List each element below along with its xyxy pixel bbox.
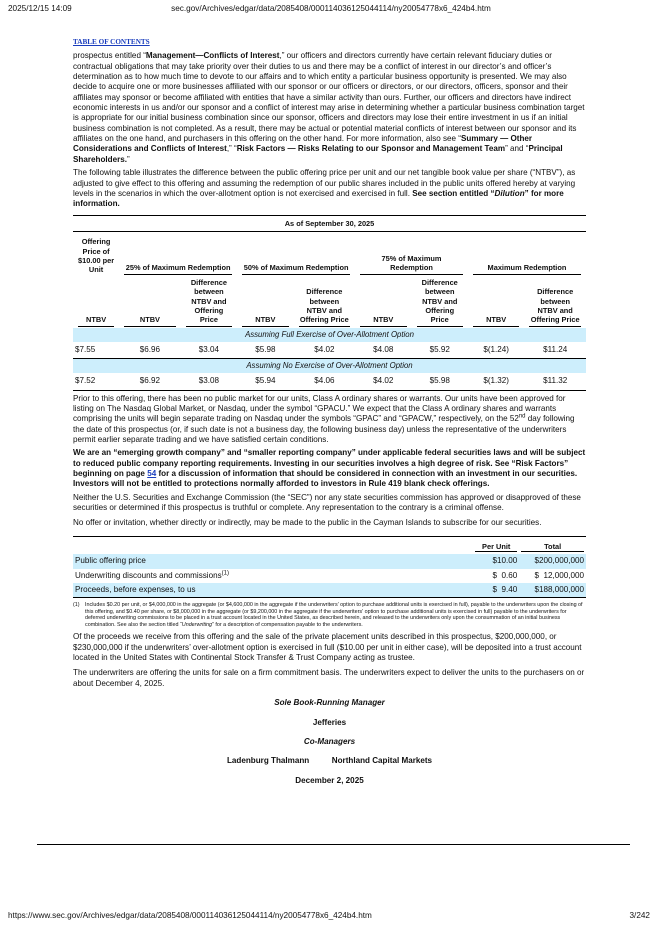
footnote-number: (1) [73, 602, 80, 609]
print-url: sec.gov/Archives/edgar/data/2085408/000114036125044114/ny20054778x6_424b4.htm [171, 4, 491, 13]
column-header: Difference between NTBV and Offering Price [186, 278, 232, 327]
cayman-paragraph: No offer or invitation, whether directly or indirectly, may be made to the public in the Cayman Islands to subscribe for our securities. [73, 517, 542, 527]
table-cell: $5.92 [412, 342, 468, 359]
total-value: $ 12,000,000 [534, 570, 584, 580]
ntbv-intro-paragraph: The following table illustrates the difference between the public offering price per unit and our net tangible book value per share (“NTBV”), as adjusted to give effect to this offering and assuming the redemption of our public shares included in the public units offered hereby at varying levels in the scenarios in which the over-allotment option is not exercised and exercised in full. See section entitled “Dilution” for more information. [73, 168, 576, 209]
row-label: Proceeds, before expenses, to us [73, 583, 473, 598]
risk-factors-page-link[interactable]: 54 [147, 469, 157, 479]
table-cell: $5.94 [237, 373, 293, 390]
co-managers-names [73, 756, 586, 766]
table-cell: $6.96 [119, 342, 181, 359]
bottom-divider [37, 844, 630, 845]
per-unit-value: $ 0.60 [492, 570, 518, 580]
table-of-contents-link[interactable]: TABLE OF CONTENTS [73, 38, 150, 46]
table-cell: $4.08 [355, 342, 411, 359]
per-unit-value: $10.00 [473, 554, 519, 568]
group-header: 75% of Maximum Redemption [360, 254, 463, 275]
as-of-date: As of September 30, 2025 [73, 215, 586, 231]
sole-manager-name: Jefferies [312, 717, 347, 727]
table-cell: $7.55 [73, 342, 119, 359]
column-header: Difference between NTBV and Offering Price [417, 278, 463, 327]
co-manager-name: Ladenburg Thalmann [226, 756, 310, 766]
print-datetime: 2025/12/15 14:09 [8, 4, 72, 13]
table-cell: $5.98 [237, 342, 293, 359]
market-paragraph: Prior to this offering, there has been no public market for our units, Class A ordinary shares or warrants. Our units have been approved for listing on The Nasdaq Global Market, or Nasdaq, under the symbol “GPACU.” We expect that the Class A ordinary shares and warrants comprising the units will begin separate trading on Nasdaq under the symbols “GPAC” and “GPACW,” respectively, on the 52nd day following the date of this prospectus (or, if such date is not a business day, the following business day) unless the representative of the underwriters permit earlier separate trading and we have satisfied certain conditions. [73, 393, 575, 445]
proceeds-paragraph: Of the proceeds we receive from this offering and the sale of the private placement units described in this prospectus, $200,000,000, or $230,000,000 if the underwriters’ over-allotment option is exercised in full ($10.00 per unit in either case), will be deposited into a trust account located in the United States with Continental Stock Transfer & Trust Company acting as trustee. [73, 632, 582, 663]
prospectus-page [73, 38, 586, 786]
footnote [73, 602, 586, 628]
column-header: NTBV [360, 315, 406, 326]
column-header: Difference between NTBV and Offering Price [529, 287, 581, 327]
total-value: $188,000,000 [519, 583, 586, 598]
footnote-text: Includes $0.20 per unit, or $4,000,000 in the aggregate (or $4,600,000 in the aggregate if the underwriters’ option to purchase additional units is exercised in full), payable to the underwriters upon the closing of this offering, and $0.40 per share, or $8,000,000 in the aggregate (or $9,200,000 in the aggregate if the underwriters’ option to purchase additional units is exercised in full) payable to the underwriters for deferred underwriting commissions to be placed in a trust account located in the United States, as described herein, and released to the underwriters only upon the consummation of an initial business combination. See also the section titled “Underwriting” for a description of compensation payable to the underwriters. [85, 602, 583, 628]
table-cell: $3.08 [181, 373, 237, 390]
group-header: Offering Price of $10.00 per Unit [77, 237, 115, 275]
table-cell: $4.02 [355, 373, 411, 390]
column-header: NTBV [124, 315, 176, 326]
table-cell: $5.98 [412, 373, 468, 390]
table-cell: $11.24 [524, 342, 586, 359]
egc-paragraph: We are an “emerging growth company” and “smaller reporting company” under applicable federal securities laws and will be subject to reduced public company reporting requirements. Investing in our securities involves a high degree of risk. See “Risk Factors” beginning on page 54 for a discussion of information that should be considered in connection with an investment in our securities. Investors will not be entitled to protections normally afforded to investors in Rule 419 blank check offerings. [73, 448, 586, 489]
table-cell: $6.92 [119, 373, 181, 390]
table-cell: $7.52 [73, 373, 119, 390]
column-header: NTBV [473, 315, 519, 326]
column-header: Per Unit [475, 542, 517, 552]
table-cell: $11.32 [524, 373, 586, 390]
scenario-label: Assuming No Exercise of Over-Allotment Option [73, 359, 586, 373]
table-row [73, 554, 586, 568]
print-full-url: https://www.sec.gov/Archives/edgar/data/2085408/000114036125044114/ny20054778x6_424b4.htm [8, 911, 372, 920]
row-label: Underwriting discounts and commissions [75, 570, 222, 580]
co-managers-label: Co-Managers [303, 736, 356, 746]
table-row [73, 373, 586, 390]
per-unit-value: $ 9.40 [473, 583, 519, 598]
browser-print-footer [8, 911, 650, 922]
browser-print-header [8, 4, 654, 16]
conflicts-paragraph: prospectus entitled “Management—Conflicts of Interest,” our officers and directors currently have certain relevant fiduciary duties or contractual obligations that may take priority over their duties to us and there may be a conflict of interest in our director’s and officer’s determination as to how much time to devote to our affairs and to which entity a particular business opportunity is presented. We may also decide to acquire one or more businesses affiliated with our sponsor or our officers or directors, or our directors, officers, sponsor and their affiliates may sponsor or become affiliated with entities that have a similar activity than ours. Further, our officers and directors have indirect economic interests in us and/or our sponsor and a conflict of interest may arise in determining whether a particular business combination target is appropriate for our initial business combination since our sponsor, officers and directors may lose their entire investment in us if an initial business combination is not completed. As a result, there may be actual or potential material conflicts of interest between our sponsor and its affiliates on the one hand, and purchasers in this offering on the other hand. For more information, also see “Summary — Other Considerations and Conflicts of Interest,” “Risk Factors — Risks Relating to our Sponsor and Management Team” and “Principal Shareholders.” [73, 51, 585, 164]
column-header: NTBV [242, 315, 288, 326]
print-page-counter: 3/242 [629, 911, 650, 920]
table-cell: $(1.32) [468, 373, 524, 390]
column-headers [73, 275, 586, 328]
group-header: 25% of Maximum Redemption [124, 263, 232, 274]
sole-manager-label: Sole Book-Running Manager [274, 698, 385, 708]
column-header: Difference between NTBV and Offering Price [299, 287, 351, 327]
pricing-table [73, 536, 586, 599]
table-row [73, 569, 586, 583]
footnote-ref: (1) [221, 570, 229, 577]
column-header: NTBV [78, 315, 114, 326]
table-cell: $3.04 [181, 342, 237, 359]
table-cell: $4.06 [294, 373, 356, 390]
sec-paragraph: Neither the U.S. Securities and Exchange Commission (the “SEC”) nor any state securities commission has approved or disapproved of these securities or determined if this prospectus is truthful or complete. Any representation to the contrary is a criminal offense. [73, 492, 581, 513]
group-header: Maximum Redemption [473, 263, 581, 274]
delivery-paragraph: The underwriters are offering the units for sale on a firm commitment basis. The underwriters expect to deliver the units to the purchasers on or about December 4, 2025. [73, 668, 585, 688]
column-header: Total [521, 542, 584, 552]
table-cell: $(1.24) [468, 342, 524, 359]
group-header: 50% of Maximum Redemption [242, 263, 350, 274]
total-value: $200,000,000 [519, 554, 586, 568]
table-cell: $4.02 [294, 342, 356, 359]
table-row [73, 342, 586, 359]
row-label: Public offering price [73, 554, 473, 568]
table-row [73, 583, 586, 598]
scenario-label: Assuming Full Exercise of Over-Allotment Option [73, 328, 586, 342]
co-manager-name: Northland Capital Markets [331, 756, 433, 766]
prospectus-date: December 2, 2025 [295, 775, 364, 785]
ntbv-table [73, 215, 586, 391]
